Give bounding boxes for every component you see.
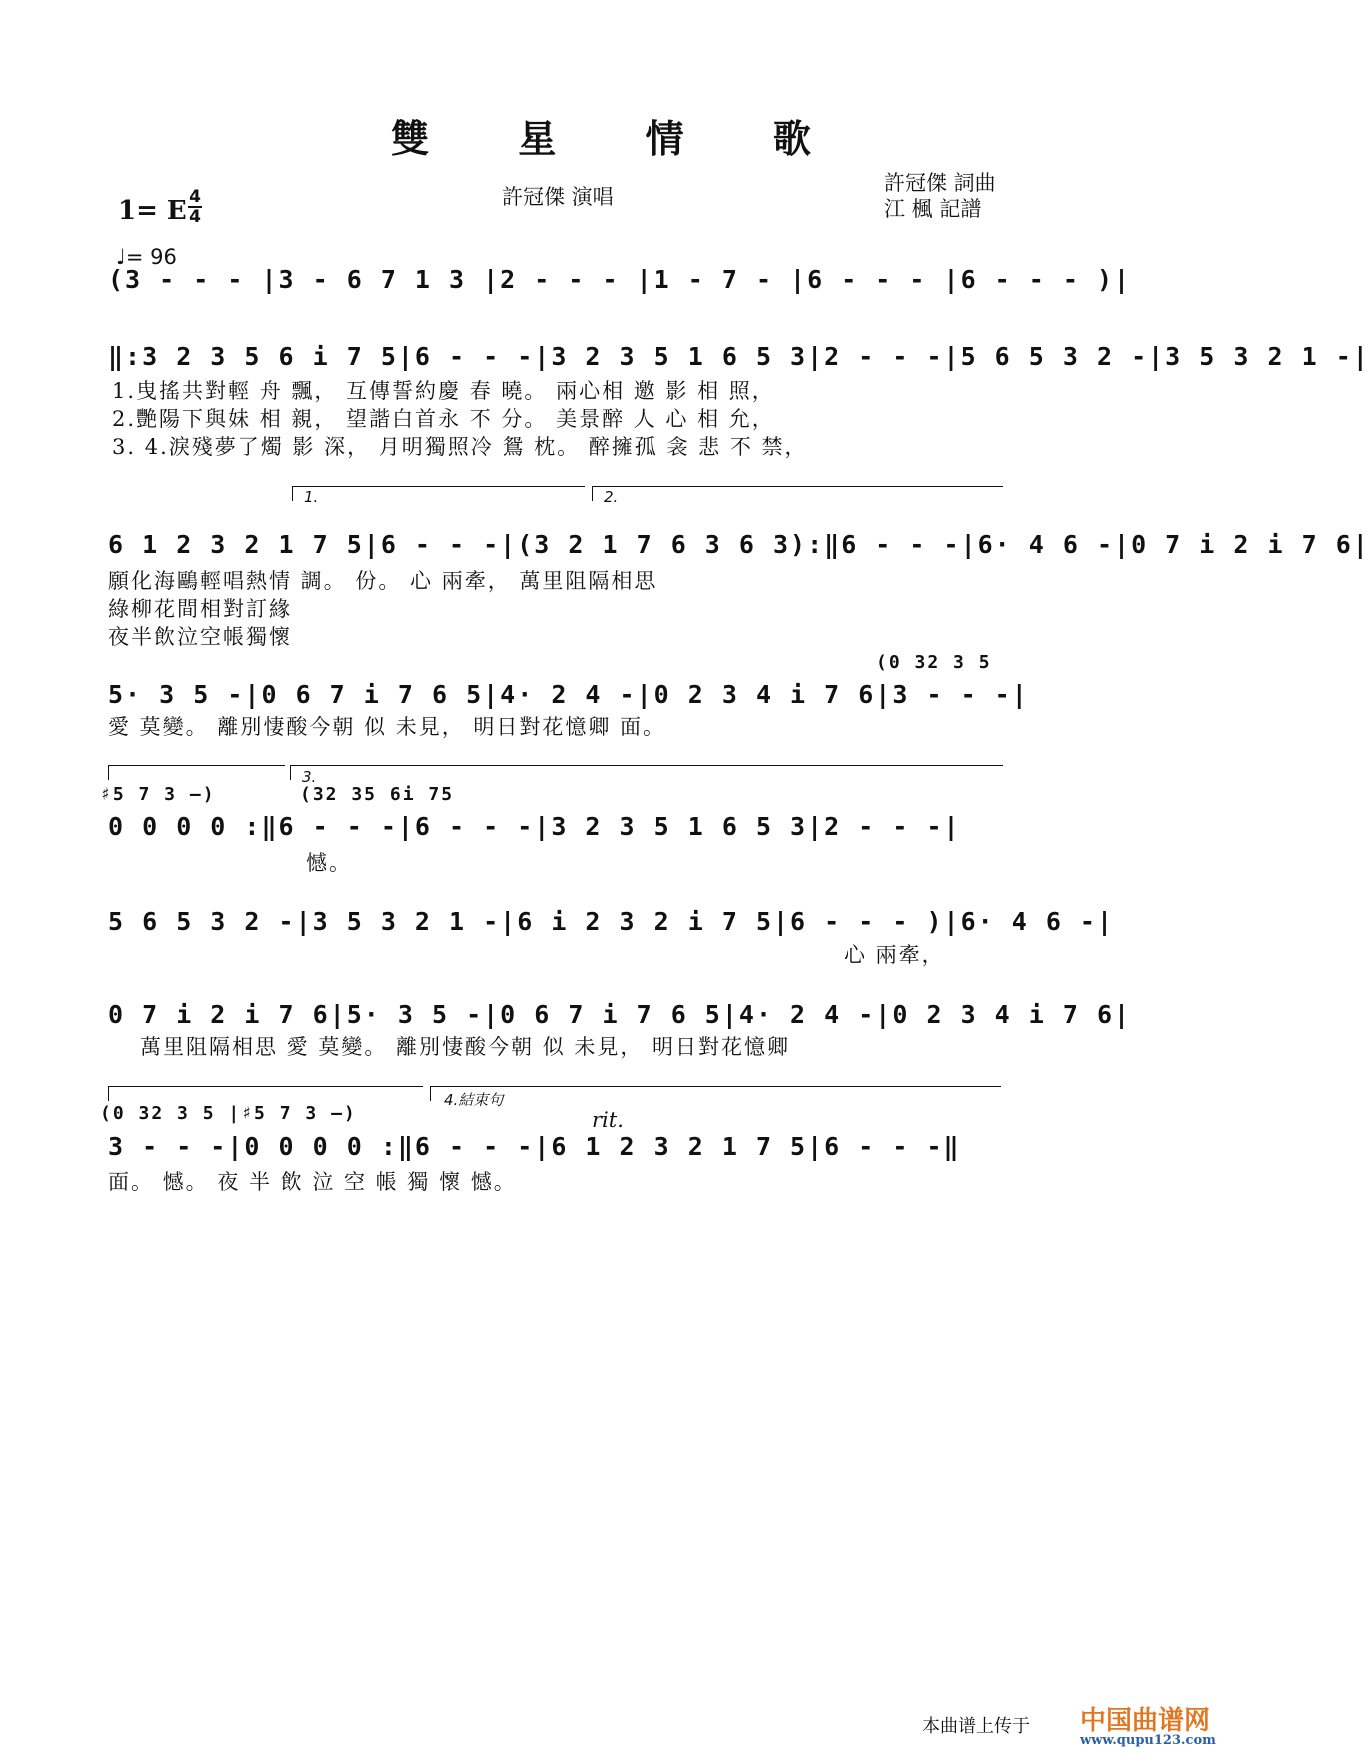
system-8-notes: 3 - - -|0 0 0 0 :‖6 - - -|6 1 2 3 2 1 7 5|6 - - -‖ [108, 1132, 961, 1161]
key-signature: 1= E [118, 196, 187, 226]
volta-4-label: 4.結束句 [444, 1091, 504, 1109]
ritardando-marking: rit. [592, 1108, 624, 1132]
system-5-notes: 0 0 0 0 :‖6 - - -|6 - - -|3 2 3 5 1 6 5 3|2 - - -| [108, 812, 961, 841]
system-2-lyric-2: 2.艷陽下與妹 相 親， 望諧白首永 不 分。 美景醉 人 心 相 允， [112, 407, 775, 431]
system-7-lyric-1: 萬里阻隔相思 愛 莫變。 離別悽酸今朝 似 未見， 明日對花憶卿 [140, 1035, 791, 1059]
volta-1-bracket [292, 486, 585, 501]
volta-2-bracket [592, 486, 1003, 501]
site-logo-url: www.qupu123.com [1080, 1733, 1216, 1748]
system-4-lyric-1: 愛 莫變。 離別悽酸今朝 似 未見， 明日對花憶卿 面。 [108, 715, 667, 739]
system-4-notes: 5· 3 5 -|0 6 7 i 7 6 5|4· 2 4 -|0 2 3 4 i 7 6|3 - - -| [108, 680, 1029, 709]
system-6-notes: 5 6 5 3 2 -|3 5 3 2 1 -|6 i 2 3 2 i 7 5|6 - - - )|6· 4 6 -| [108, 907, 1115, 936]
time-signature-bottom: 4 [189, 207, 201, 227]
time-signature-top: 4 [189, 187, 201, 207]
system-5-cue-line [108, 765, 285, 780]
site-logo [1080, 1700, 1216, 1748]
system-8-cue-line [108, 1086, 423, 1101]
transcriber-credit: 江 楓 記譜 [884, 197, 982, 221]
site-logo-main: 中国曲谱网 [1080, 1706, 1211, 1736]
system-5-cue-left: ♯5 7 3 –) [100, 784, 216, 805]
system-6-lyric-1: 心 兩牽， [844, 943, 945, 967]
time-signature [188, 188, 202, 226]
system-2-lyric-3: 3. 4.淚殘夢了燭 影 深， 月明獨照冷 鴛 枕。 醉擁孤 衾 悲 不 禁， [112, 435, 808, 459]
system-3-lyric-1: 願化海鷗輕唱熱情 調。 份。 心 兩牽， 萬里阻隔相思 [108, 569, 658, 593]
composer-credit: 許冠傑 詞曲 [884, 171, 996, 195]
footer-text: 本曲谱上传于 [922, 1716, 1030, 1737]
system-8-cue: (0 32 3 5 |♯5 7 3 –) [100, 1103, 357, 1124]
volta-1-label: 1. [304, 488, 319, 506]
system-2-lyric-1: 1.曳搖共對輕 舟 飄， 互傳誓約慶 春 曉。 兩心相 邀 影 相 照， [112, 379, 775, 403]
song-title: 雙 星 情 歌 [391, 116, 849, 161]
singer-credit: 許冠傑 演唱 [502, 185, 614, 209]
system-4-cue: (0 32 3 5 [876, 652, 992, 673]
volta-4-bracket [430, 1086, 1001, 1101]
system-2-notes: ‖:3 2 3 5 6 i 7 5|6 - - -|3 2 3 5 1 6 5 3|2 - - -|5 6 5 3 2 -|3 5 3 2 1 -| [108, 342, 1370, 371]
volta-2-label: 2. [604, 488, 619, 506]
system-3-notes: 6 1 2 3 2 1 7 5|6 - - -|(3 2 1 7 6 3 6 3):‖6 - - -|6· 4 6 -|0 7 i 2 i 7 6| [108, 530, 1370, 559]
tempo-value: = 96 [125, 245, 177, 269]
volta-3-label: 3. [302, 768, 317, 786]
system-3-lyric-2: 綠柳花間相對訂緣 [108, 597, 292, 621]
quarter-note-icon: ♩ [116, 245, 126, 269]
system-1-notes: (3 - - - |3 - 6 7 1 3 |2 - - - |1 - 7 - |6 - - - |6 - - - )| [108, 265, 1132, 294]
volta-3-bracket [290, 765, 1003, 780]
system-8-lyric-1: 面。 憾。 夜 半 飲 泣 空 帳 獨 懷 憾。 [108, 1170, 517, 1194]
system-5-cue-right: (32 35 6i 75 [300, 784, 455, 805]
system-5-lyric-1: 憾。 [306, 851, 352, 875]
system-7-notes: 0 7 i 2 i 7 6|5· 3 5 -|0 6 7 i 7 6 5|4· 2 4 -|0 2 3 4 i 7 6| [108, 1000, 1132, 1029]
system-3-lyric-3: 夜半飲泣空帳獨懷 [108, 625, 292, 649]
